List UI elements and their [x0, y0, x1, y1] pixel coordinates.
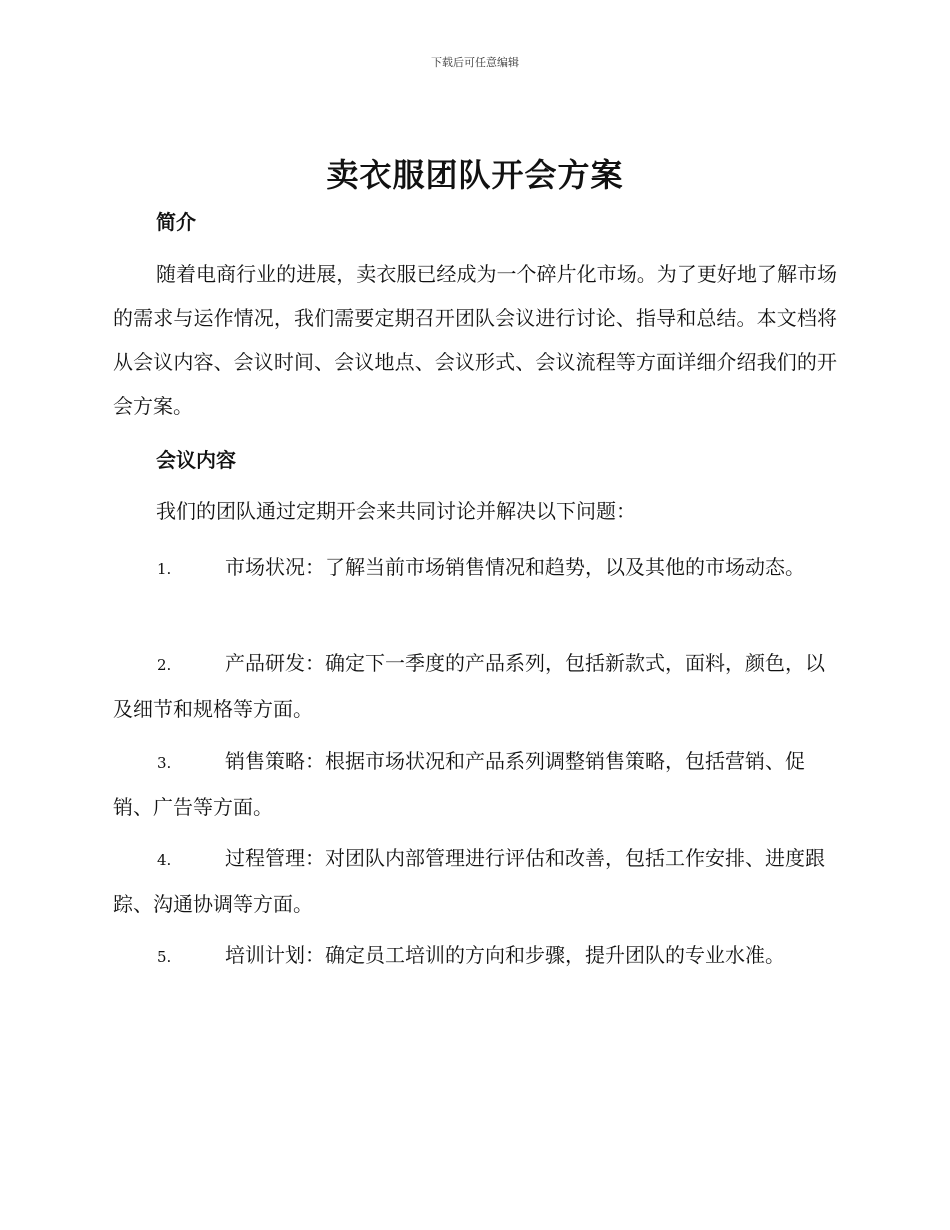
list-item-number: 4. [157, 851, 172, 869]
list-item-text: 产品研发：确定下一季度的产品系列，包括新款式，面料，颜色，以及细节和规格等方面。 [113, 651, 825, 721]
list-item [113, 545, 837, 591]
list-item [113, 641, 837, 731]
list-item-number: 1. [157, 560, 172, 578]
list-item-number: 3. [157, 754, 172, 772]
section-heading-intro: 简介 [156, 210, 196, 234]
list-item-text: 市场状况：了解当前市场销售情况和趋势，以及其他的市场动态。 [225, 555, 805, 579]
list-item-text: 过程管理：对团队内部管理进行评估和改善，包括工作安排、进度跟踪、沟通协调等方面。 [113, 846, 825, 916]
list-item-number: 2. [157, 656, 172, 674]
page-header-note: 下载后可任意编辑 [431, 56, 519, 69]
list-item [113, 933, 837, 979]
content-lead-paragraph: 我们的团队通过定期开会来共同讨论并解决以下问题： [156, 499, 636, 523]
list-item-text: 培训计划：确定员工培训的方向和步骤，提升团队的专业水准。 [225, 943, 785, 967]
document-title: 卖衣服团队开会方案 [326, 156, 624, 194]
list-item [113, 739, 837, 829]
intro-paragraph: 随着电商行业的进展，卖衣服已经成为一个碎片化市场。为了更好地了解市场的需求与运作情况，我们需要定期召开团队会议进行讨论、指导和总结。本文档将从会议内容、会议时间、会议地点、会议形式、会议流程等方面详细介绍我们的开会方案。 [113, 262, 837, 418]
list-item [113, 836, 837, 926]
list-item-text: 销售策略：根据市场状况和产品系列调整销售策略，包括营销、促销、广告等方面。 [113, 749, 805, 819]
section-heading-content: 会议内容 [156, 448, 236, 472]
list-item-number: 5. [157, 948, 172, 966]
